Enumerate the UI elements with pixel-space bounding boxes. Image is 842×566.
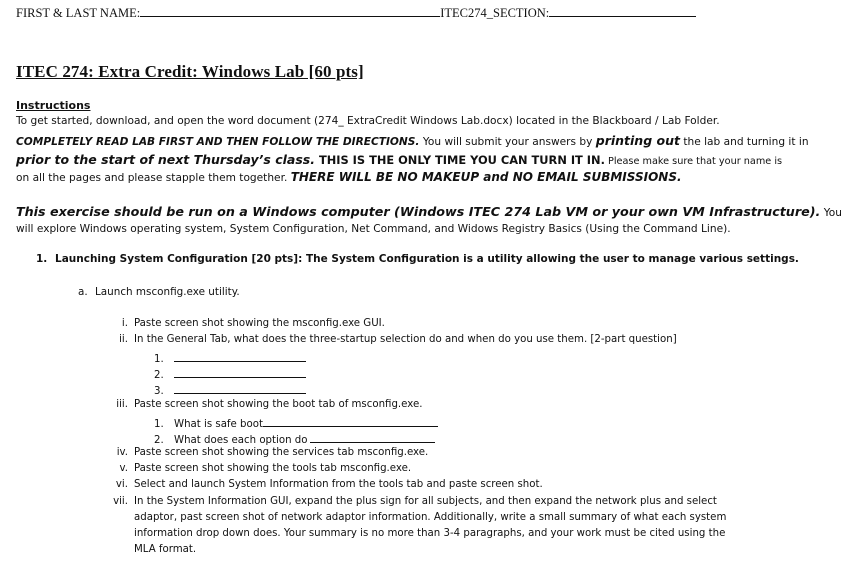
name-label: FIRST & LAST NAME:: [16, 6, 141, 20]
exercise-line-2: will explore Windows operating system, System Configuration, Net Command, and Widows Registry Basics (Using the Command Line).: [16, 223, 731, 235]
only-time-text: THIS IS THE ONLY TIME YOU CAN TURN IT IN.: [314, 153, 605, 167]
item-ii-text: In the General Tab, what does the three-startup selection do and when do you use them. [2-part question]: [134, 334, 677, 345]
staple-text: on all the pages and please stapple them together.: [16, 172, 291, 184]
name-reminder-text: Please make sure that your name is: [604, 156, 783, 167]
instructions-line-1: To get started, download, and open the word document (274_ ExtraCredit Windows Lab.docx) located in the Blackboard / Lab Folder.: [16, 115, 720, 127]
item-iii: [112, 399, 422, 410]
item-a: [78, 286, 240, 298]
item-vi-text: Select and launch System Information from the tools tab and paste screen shot.: [134, 479, 543, 490]
safe-boot-answer-line[interactable]: [263, 415, 438, 427]
page-title: ITEC 274: Extra Credit: Windows Lab [60 pts]: [16, 62, 364, 81]
instructions-line-4: [16, 168, 682, 188]
instructions-line-2: [16, 131, 809, 152]
item-vii-line-2: adaptor, past screen shot of network adaptor information. Additionally, write a small summary of what each system: [134, 512, 727, 523]
item-ii-sub-1-label: 1.: [154, 354, 164, 365]
item-vii-line-4: MLA format.: [134, 544, 197, 555]
answer-line-2[interactable]: [174, 366, 306, 378]
read-lab-first-text: COMPLETELY READ LAB FIRST AND THEN FOLLOW THE DIRECTIONS.: [16, 136, 420, 148]
item-v: [112, 463, 411, 474]
section-1-text: Launching System Configuration [20 pts]: The System Configuration is a utility allowing the user to manage various settings.: [55, 253, 799, 265]
instructions-heading: Instructions: [16, 99, 91, 112]
name-section-header: [16, 5, 696, 21]
item-ii-sub-3-label: 3.: [154, 386, 164, 397]
section-field-line[interactable]: [549, 5, 696, 17]
item-iii-text: Paste screen shot showing the boot tab of msconfig.exe.: [134, 399, 423, 410]
option-question: What does each option do: [174, 435, 308, 446]
item-i-text: Paste screen shot showing the msconfig.exe GUI.: [134, 318, 385, 329]
item-iv: [112, 447, 428, 458]
item-iii-sub-2-label: 2.: [154, 435, 164, 446]
submit-text: You will submit your answers by: [419, 136, 596, 148]
deadline-text: prior to the start of next Thursday’s class.: [16, 152, 315, 167]
item-v-label: v.: [119, 463, 128, 474]
section-1-heading: [36, 253, 799, 265]
safe-boot-question: What is safe boot: [174, 419, 263, 430]
item-vi-label: vi.: [115, 479, 128, 490]
item-vi: [112, 479, 543, 490]
section-1-number: 1.: [36, 253, 48, 265]
item-ii-sub-2: [154, 366, 306, 381]
item-ii-label: ii.: [119, 334, 128, 345]
item-iv-text: Paste screen shot showing the services tab msconfig.exe.: [134, 447, 429, 458]
exercise-requirement-text: This exercise should be run on a Windows computer (Windows ITEC 274 Lab VM or your own VM Infrastructure).: [16, 204, 821, 219]
item-ii: [112, 334, 677, 345]
item-i-label: i.: [121, 318, 128, 329]
item-iii-sub-1: [154, 415, 438, 430]
option-answer-line[interactable]: [310, 431, 435, 443]
item-vii-line-3: information drop down does. Your summary is no more than 3-4 paragraphs, and your work must be cited using the: [134, 528, 726, 539]
item-iv-label: iv.: [116, 447, 128, 458]
item-i: [112, 318, 385, 329]
item-iii-label: iii.: [116, 399, 128, 410]
name-field-line[interactable]: [140, 5, 440, 17]
no-makeup-text: THERE WILL BE NO MAKEUP and NO EMAIL SUBMISSIONS.: [290, 170, 682, 184]
item-ii-sub-1: [154, 350, 306, 365]
section-label: ITEC274_SECTION:: [440, 6, 550, 20]
answer-line-3[interactable]: [174, 382, 306, 394]
printing-out-text: printing out: [595, 133, 680, 148]
item-a-label: a.: [78, 286, 88, 298]
item-ii-sub-2-label: 2.: [154, 370, 164, 381]
exercise-you-text: You: [820, 207, 842, 219]
answer-line-1[interactable]: [174, 350, 306, 362]
item-vii: [112, 496, 717, 507]
turning-in-text: the lab and turning it in: [679, 136, 809, 148]
item-iii-sub-2: [154, 431, 435, 446]
item-vii-line-1: In the System Information GUI, expand the plus sign for all subjects, and then expand the network plus and select: [134, 496, 717, 507]
item-ii-sub-3: [154, 382, 306, 397]
item-a-text: Launch msconfig.exe utility.: [95, 286, 240, 298]
item-iii-sub-1-label: 1.: [154, 419, 164, 430]
item-vii-label: vii.: [113, 496, 128, 507]
item-v-text: Paste screen shot showing the tools tab msconfig.exe.: [134, 463, 412, 474]
